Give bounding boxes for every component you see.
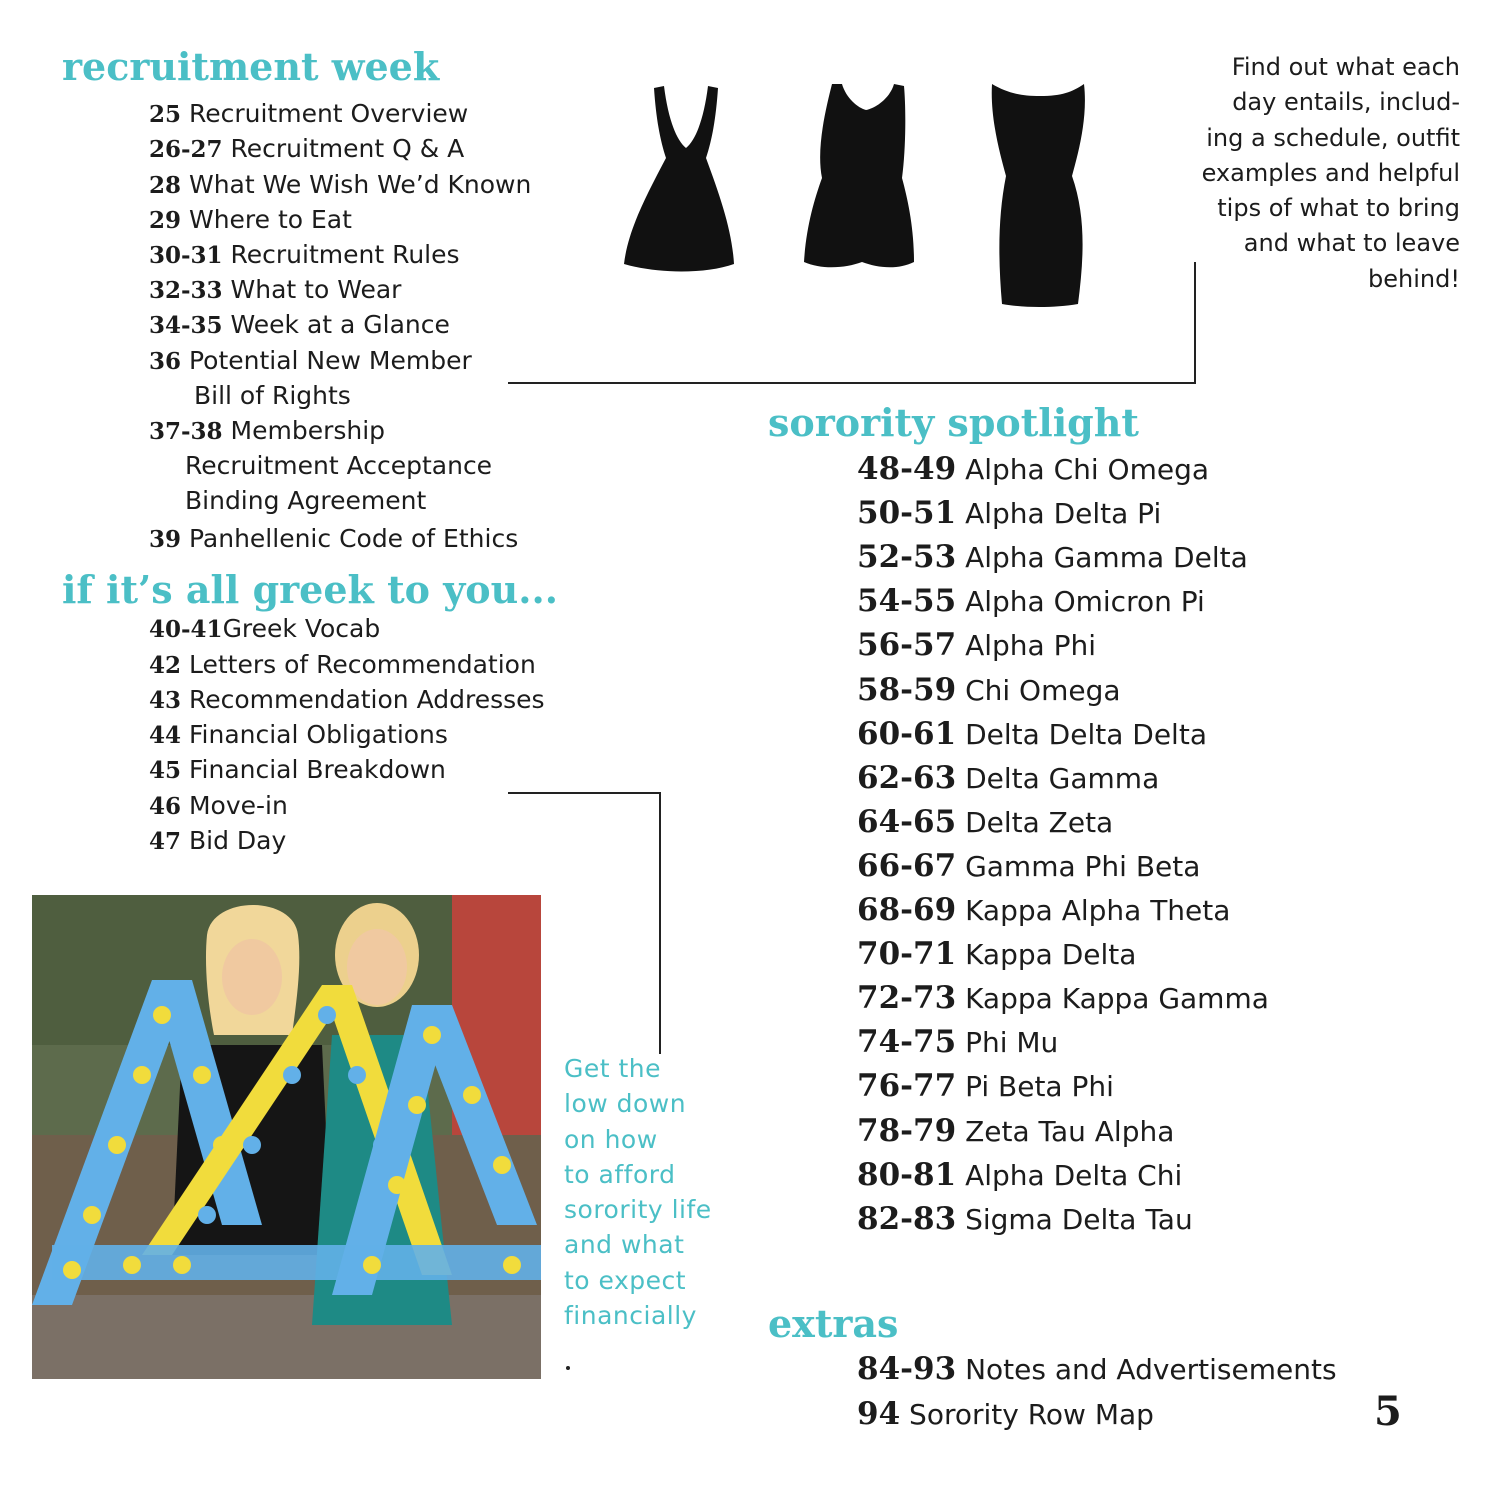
toc-entry [857, 673, 1121, 708]
toc-title: Bid Day [188, 826, 287, 855]
toc-title: Gamma Phi Beta [965, 850, 1201, 883]
dress-3 [992, 84, 1085, 307]
toc-title: Alpha Chi Omega [965, 453, 1210, 486]
heading-recruitment-week: recruitment week [62, 44, 440, 89]
toc-title: Alpha Gamma Delta [965, 541, 1248, 574]
toc-entry [149, 346, 472, 377]
toc-title: Financial Obligations [188, 720, 448, 749]
toc-entry [857, 628, 1096, 663]
toc-entry [857, 717, 1207, 752]
toc-entry [149, 275, 401, 306]
page-number: 5 [1374, 1388, 1402, 1435]
toc-page-number: 60-61 [857, 716, 957, 752]
toc-title: Delta Delta Delta [965, 718, 1207, 751]
blurb-line: day entails, includ- [1232, 88, 1460, 117]
blurb-line: sorority life [564, 1195, 712, 1225]
toc-page-number: 48-49 [857, 451, 957, 487]
toc-page-number: 66-67 [857, 848, 957, 884]
toc-page-number: 78-79 [857, 1113, 957, 1149]
toc-page-number: 47 [149, 828, 182, 855]
toc-title: What to Wear [230, 275, 402, 304]
toc-page-number: 45 [149, 757, 182, 784]
toc-title: Greek Vocab [222, 614, 381, 643]
toc-entry [149, 614, 380, 645]
toc-page-number: 50-51 [857, 495, 957, 531]
toc-page-number: 54-55 [857, 583, 957, 619]
toc-title: Where to Eat [188, 205, 352, 234]
toc-entry [857, 496, 1161, 531]
toc-page-number: 64-65 [857, 804, 957, 840]
toc-page-number: 40-41 [149, 616, 223, 643]
toc-page-number: 34-35 [149, 312, 223, 339]
toc-title: Recruitment Q & A [230, 134, 465, 163]
toc-page-number: 37-38 [149, 418, 223, 445]
toc-entry [857, 805, 1113, 840]
toc-page-number: 52-53 [857, 539, 957, 575]
toc-entry [857, 584, 1205, 619]
toc-title: Kappa Alpha Theta [965, 894, 1231, 927]
toc-page-number: 74-75 [857, 1024, 957, 1060]
toc-entry [149, 170, 531, 201]
toc-page-number: 58-59 [857, 672, 957, 708]
toc-title: Recommendation Addresses [188, 685, 545, 714]
toc-entry [149, 205, 352, 236]
toc-entry [149, 240, 460, 271]
toc-page-number: 39 [149, 526, 182, 553]
toc-title-continued: Bill of Rights [194, 381, 351, 410]
blurb-line: to afford [564, 1159, 676, 1189]
blurb-line: Find out what each [1231, 53, 1460, 81]
toc-entry [149, 134, 464, 165]
toc-entry [857, 893, 1230, 928]
toc-page-number: 26-27 [149, 136, 223, 163]
toc-title: Potential New Member [188, 346, 472, 375]
toc-title: Sigma Delta Tau [965, 1203, 1193, 1236]
toc-entry [149, 99, 468, 130]
stray-dot [566, 1366, 570, 1370]
toc-entry [149, 310, 450, 341]
toc-title-continued: Recruitment Acceptance [185, 451, 493, 480]
toc-title: Chi Omega [965, 674, 1121, 707]
toc-page-number: 32-33 [149, 277, 223, 304]
toc-page-number: 44 [149, 722, 182, 749]
toc-entry [149, 826, 286, 857]
toc-title: What We Wish We’d Known [188, 170, 532, 199]
toc-entry [857, 1158, 1182, 1193]
blurb-line: low down [564, 1089, 687, 1119]
toc-page-number: 76-77 [857, 1068, 957, 1104]
toc-title: Alpha Phi [965, 629, 1096, 662]
toc-entry [149, 720, 448, 751]
connector-vertical-1 [1194, 262, 1196, 384]
toc-title: Recruitment Rules [230, 240, 460, 269]
blurb-line: behind! [1368, 264, 1460, 293]
toc-page-number: 42 [149, 652, 182, 679]
toc-title: Phi Mu [965, 1026, 1059, 1059]
toc-page-number: 56-57 [857, 627, 957, 663]
sorority-photo [32, 895, 541, 1379]
toc-entry [857, 1352, 1337, 1387]
toc-title: Kappa Kappa Gamma [965, 982, 1269, 1015]
toc-title: Delta Gamma [965, 762, 1160, 795]
toc-page-number: 36 [149, 348, 182, 375]
toc-title: Membership [230, 416, 386, 445]
heading-greek: if it’s all greek to you... [62, 567, 558, 612]
toc-title: Delta Zeta [965, 806, 1114, 839]
toc-entry [857, 849, 1200, 884]
blurb-line: Get the [564, 1054, 662, 1083]
toc-page-number: 82-83 [857, 1201, 957, 1237]
toc-entry [149, 685, 545, 716]
dresses-illustration [610, 78, 1100, 310]
toc-page-number: 68-69 [857, 892, 957, 928]
toc-title: Week at a Glance [230, 310, 450, 339]
toc-title: Move-in [188, 791, 288, 820]
toc-page-number: 28 [149, 172, 182, 199]
finance-blurb [564, 1051, 712, 1333]
toc-title: Kappa Delta [965, 938, 1137, 971]
toc-entry [857, 452, 1209, 487]
heading-sorority-spotlight: sorority spotlight [768, 400, 1139, 445]
toc-page-number: 46 [149, 793, 182, 820]
blurb-line: tips of what to bring [1217, 194, 1460, 223]
toc-title: Notes and Advertisements [965, 1353, 1337, 1386]
heading-extras: extras [768, 1301, 899, 1346]
toc-page-number: 72-73 [857, 980, 957, 1016]
toc-entry [857, 540, 1248, 575]
toc-page-number: 30-31 [149, 242, 223, 269]
blurb-line: to expect [564, 1265, 687, 1295]
dress-2 [804, 84, 914, 267]
toc-page-number: 29 [149, 207, 182, 234]
toc-title: Panhellenic Code of Ethics [188, 524, 519, 553]
toc-entry [857, 1025, 1058, 1060]
connector-horizontal-1 [508, 382, 1196, 384]
blurb-line: and what to leave [1243, 229, 1460, 258]
toc-entry [857, 937, 1136, 972]
connector-vertical-2 [659, 792, 661, 1054]
blurb-line: financially [564, 1301, 697, 1331]
blurb-line: and what [564, 1230, 685, 1260]
blurb-line: ing a schedule, outfit [1206, 123, 1460, 152]
blurb-line: on how [564, 1124, 658, 1154]
toc-entry [149, 755, 446, 786]
toc-title: Alpha Omicron Pi [965, 585, 1205, 618]
toc-entry [857, 1114, 1174, 1149]
toc-title-continued: Binding Agreement [185, 486, 427, 515]
toc-entry [149, 650, 536, 681]
toc-page-number: 84-93 [857, 1351, 957, 1387]
toc-entry [149, 791, 288, 822]
toc-entry [857, 1202, 1193, 1237]
connector-horizontal-2 [508, 792, 661, 794]
toc-entry [857, 761, 1159, 796]
toc-entry [857, 1069, 1114, 1104]
toc-entry [149, 524, 518, 555]
toc-title: Recruitment Overview [188, 99, 469, 128]
toc-title: Alpha Delta Chi [965, 1159, 1183, 1192]
toc-page-number: 25 [149, 101, 182, 128]
blurb-line: examples and helpful [1201, 158, 1460, 187]
toc-entry [857, 1397, 1154, 1432]
dress-1 [624, 86, 734, 272]
toc-entry [149, 416, 385, 447]
toc-page-number: 94 [857, 1396, 901, 1432]
recruitment-blurb [1202, 50, 1460, 297]
toc-page-number: 62-63 [857, 760, 957, 796]
toc-title: Financial Breakdown [188, 755, 446, 784]
toc-title: Alpha Delta Pi [965, 497, 1162, 530]
toc-title: Sorority Row Map [909, 1398, 1154, 1431]
toc-page-number: 80-81 [857, 1157, 957, 1193]
toc-page-number: 70-71 [857, 936, 957, 972]
toc-title: Letters of Recommendation [188, 650, 536, 679]
toc-page-number: 43 [149, 687, 182, 714]
toc-entry [857, 981, 1269, 1016]
toc-title: Zeta Tau Alpha [965, 1115, 1175, 1148]
toc-title: Pi Beta Phi [965, 1070, 1114, 1103]
